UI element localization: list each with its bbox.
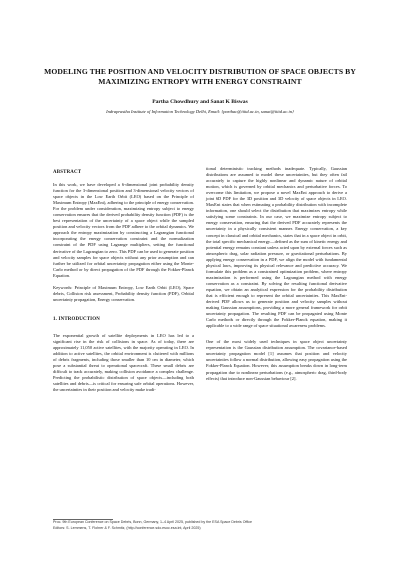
right-column <box>206 0 347 382</box>
title-line-2: MAXIMIZING ENTROPY WITH ENERGY CONSTRAINT <box>98 77 302 86</box>
abstract-text: In this work, we have developed a 6-dimensional joint probability density function for the 3-dimensional position and 3-dimensional velocity vectors of space objects in the Low Earth Orbit (LEO) based on the Principle of Maximum Entropy (MaxEnt), adhering to the principle of energy conservation. For the problem under consideration, maximizing entropy subject to energy conservation ensures that the derived probability density function (PDF) is the best representation of the uncertainty of a space object while the sampled position and velocity vectors from the PDF adhere to the orbital dynamics. We approach the entropy maximization by constructing a Lagrangian functional incorporating the energy conservation constraint and the normalization constraint of the PDF using Lagrange multipliers, setting the functional derivative of the Lagrangian to zero. This PDF can be used to generate position and velocity samples for space objects without any prior assumption and can further be utilized for orbital uncertainty propagation either using the Monte-Carlo method or by direct propagation of the PDF through the Fokker-Planck Equation. <box>53 182 194 278</box>
right-column-paragraph-1: tional deterministic tracking methods inadequate. Typically, Gaussian distributions are assumed to model these uncertainties, but they often fail accurately to capture the highly nonlinear and dynamic nature of orbital motion, which is governed by orbital mechanics and perturbative forces. To overcome this limitation, we propose a novel MaxEnt approach to derive a joint 6D PDF for the 3D position and 3D velocity of space objects in LEO. MaxEnt states that when estimating a probability distribution with incomplete information, one should select the distribution that maximizes entropy while satisfying some constraints. In our case, we maximize entropy subject to energy conservation, ensuring that the derived PDF accurately represents the uncertainty in a physically consistent manner. Energy conservation, a key concept in classical and orbital mechanics, states that in a space object in orbit, the total specific mechanical energy—defined as the sum of kinetic energy and potential energy remains constant unless acted upon by external forces such as atmospheric drag, solar radiation pressure, or gravitational perturbations. By applying energy conservation in a PDF, we align the model with fundamental physical laws, improving its physical relevance and predictive accuracy. We formulate this problem as a constrained optimization problem, where entropy maximization is performed using the Lagrangian method with energy conservation as a constraint. By solving the resulting functional derivative equation, we obtain an analytical expression for the probability distribution that is efficient enough to represent the orbital uncertainties. This MaxEnt-derived PDF allows us to generate position and velocity samples without making Gaussian assumptions, providing a more general framework for orbit uncertainty propagation. The resulting PDF can be propagated using Monte Carlo methods or directly through the Fokker-Planck equation, making it applicable to a wide range of space situational awareness problems. <box>206 166 347 329</box>
introduction-text: The exponential growth of satellite deployments in LEO has led to a significant rise in the risk of collisions in space. As of today, there are approximately 11,050 active satellites, with the majority operating in LEO. In addition to active satellites, the orbital environment is cluttered with millions of debris fragments, including those smaller than 10 cm in diameter, which pose a substantial threat to operational spacecraft. These small debris are difficult to track accurately, making collision avoidance a complex challenge. Predicting the probabilistic distribution of space objects—including both satellites and debris—is critical for ensuring safe orbital operations. However, the uncertainties in their position and velocity make tradi- <box>53 332 194 393</box>
keywords-text: Keywords: Principle of Maximum Entropy, Low Earth Orbit (LEO), Space debris, Collision risk assessment, Probability density function (PDF), Orbital uncertainty propagation, Energy conservation. <box>53 284 194 302</box>
right-column-paragraph-2: One of the most widely used techniques in space object uncertainty representation is the Gaussian distribution assumption. The covariance-based uncertainty propagation model [1] assumes that position and velocity uncertainties follow a normal distribution, allowing easy propagation using the Fokker-Planck Equation. However, this assumption breaks down in long-term propagation due to nonlinear perturbations (e.g., atmospheric drag, third-body effects) that introduce non-Gaussian behaviour [2]. <box>206 339 347 381</box>
introduction-heading: 1. INTRODUCTION <box>53 316 101 322</box>
proceedings-footnote-line-2: Editors: S. Lemmens, T. Flohrer & F. Schmitz, (http://conference.sdo.esoc.esa.int, April 2025) <box>53 526 201 530</box>
paper-authors: Partha Chowdhury and Sanat K Biswas <box>152 99 248 105</box>
paper-affiliation: Indraprastha Institute of Information Technology Delhi, Email: {parthac@iiitd.ac.in, sanat@iiitd.ac.in} <box>106 109 294 114</box>
abstract-heading: ABSTRACT <box>53 170 82 175</box>
proceedings-footnote-line-1: Proc. 9th European Conference on Space Debris, Bonn, Germany, 1–4 April 2025, published by the ESA Space Debris Office <box>53 520 253 524</box>
left-column <box>53 0 194 393</box>
title-line-1: MODELING THE POSITION AND VELOCITY DISTRIBUTION OF SPACE OBJECTS BY <box>44 67 356 76</box>
